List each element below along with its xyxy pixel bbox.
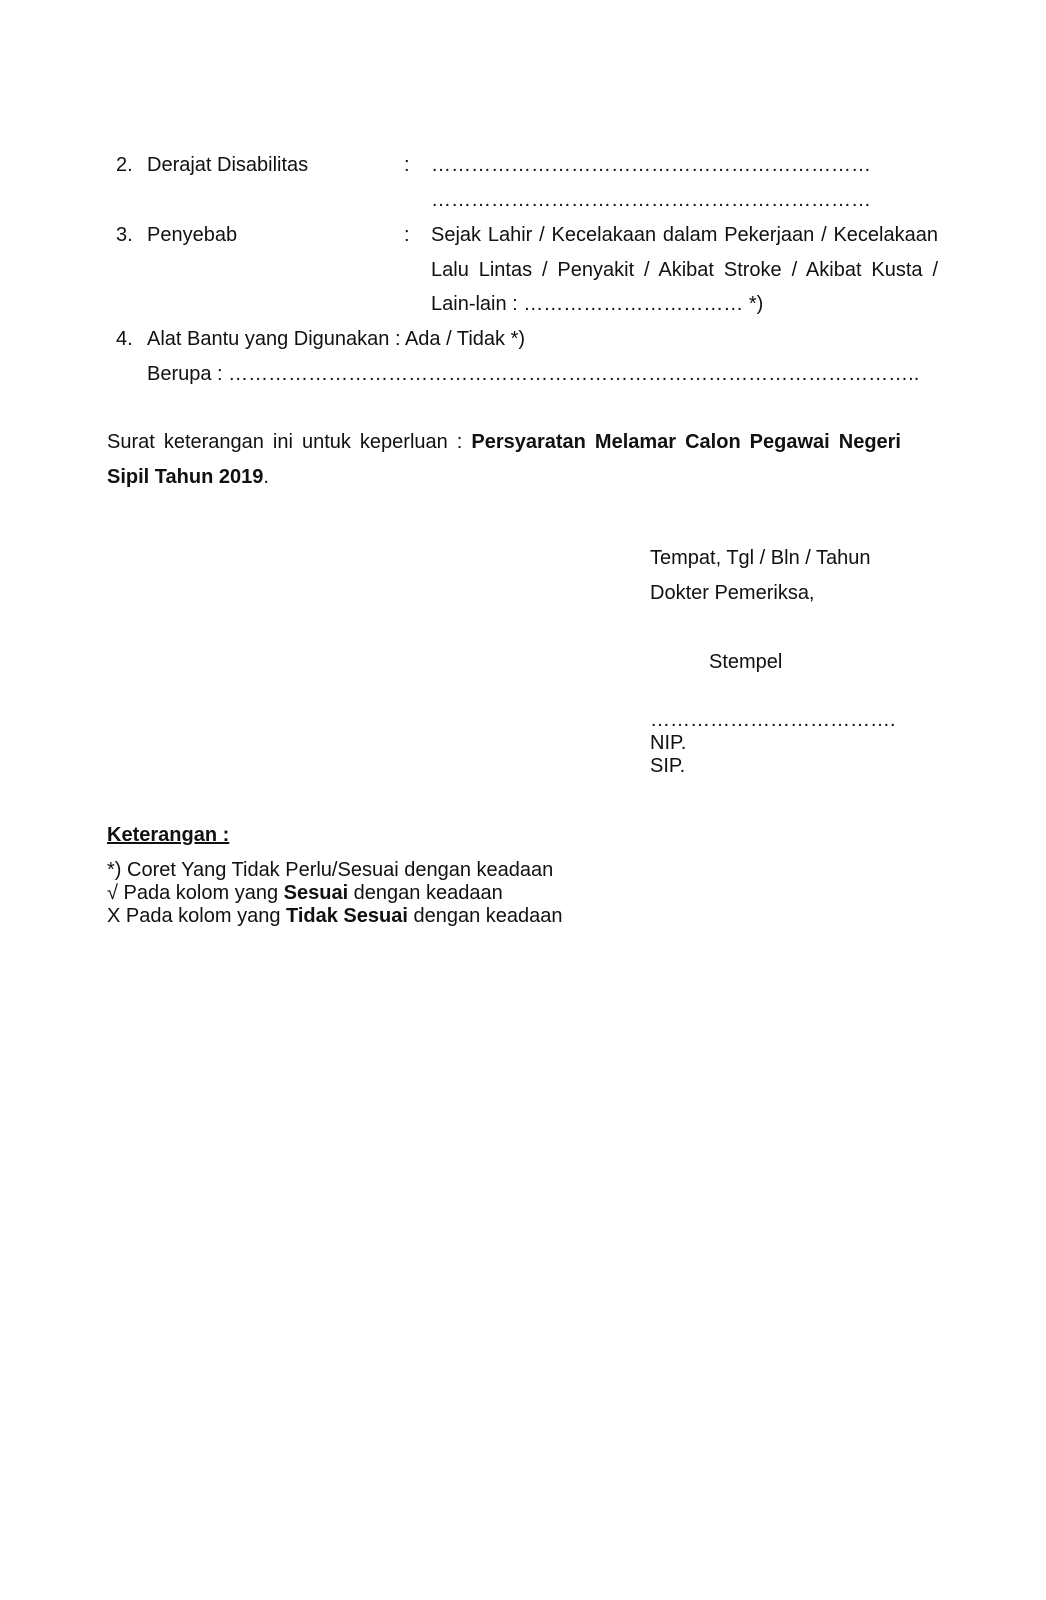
signature-nip: NIP.	[650, 732, 687, 754]
item-3-cause-line-3: Lain-lain : …………………………… *)	[431, 293, 764, 315]
item-2-label: Derajat Disabilitas	[147, 154, 309, 176]
notes-line-1: *) Coret Yang Tidak Perlu/Sesuai dengan keadaan	[107, 859, 554, 881]
item-4-line-2: Berupa : …………………………………………………………………………………………..	[147, 363, 920, 385]
signature-place-date: Tempat, Tgl / Bln / Tahun	[650, 547, 871, 569]
item-2-colon: :	[404, 154, 410, 176]
signature-name-dots: ……………………………….	[650, 709, 896, 731]
item-3-number: 3.	[116, 224, 133, 246]
notes-line-2-bold: Sesuai	[283, 882, 349, 904]
item-2-number: 2.	[116, 154, 133, 176]
notes-line-3-suffix: dengan keadaan	[407, 905, 563, 927]
notes-line-2-suffix: dengan keadaan	[348, 882, 503, 904]
item-3-cause-line-2: Lalu Lintas / Penyakit / Akibat Stroke / Akibat Kusta /	[431, 259, 938, 281]
item-3-cause-line-1: Sejak Lahir / Kecelakaan dalam Pekerjaan / Kecelakaan	[431, 224, 938, 246]
notes-heading: Keterangan :	[107, 824, 230, 846]
purpose-prefix: Surat keterangan ini untuk keperluan :	[107, 431, 463, 453]
signature-sip: SIP.	[650, 755, 686, 777]
item-2-dots-line-1: …………………………………………………………	[431, 154, 871, 176]
purpose-line-1	[107, 430, 901, 454]
item-2-dots-line-2: …………………………………………………………	[431, 189, 871, 211]
notes-line-3-prefix: X Pada kolom yang	[107, 905, 286, 927]
notes-line-2	[107, 881, 503, 905]
item-3-label: Penyebab	[147, 224, 238, 246]
notes-line-3	[107, 904, 563, 928]
item-4-number: 4.	[116, 328, 133, 350]
purpose-bold-1: Persyaratan Melamar Calon Pegawai Negeri	[471, 431, 901, 453]
notes-line-2-prefix: √ Pada kolom yang	[107, 882, 284, 904]
item-3-colon: :	[404, 224, 410, 246]
signature-stamp: Stempel	[709, 651, 783, 673]
signature-doctor: Dokter Pemeriksa,	[650, 582, 815, 604]
item-4-line-1: Alat Bantu yang Digunakan : Ada / Tidak *)	[147, 328, 526, 350]
notes-line-3-bold: Tidak Sesuai	[286, 905, 408, 927]
purpose-bold-2: Sipil Tahun 2019	[107, 466, 264, 488]
purpose-line-2	[107, 465, 269, 489]
purpose-period: .	[263, 466, 269, 488]
